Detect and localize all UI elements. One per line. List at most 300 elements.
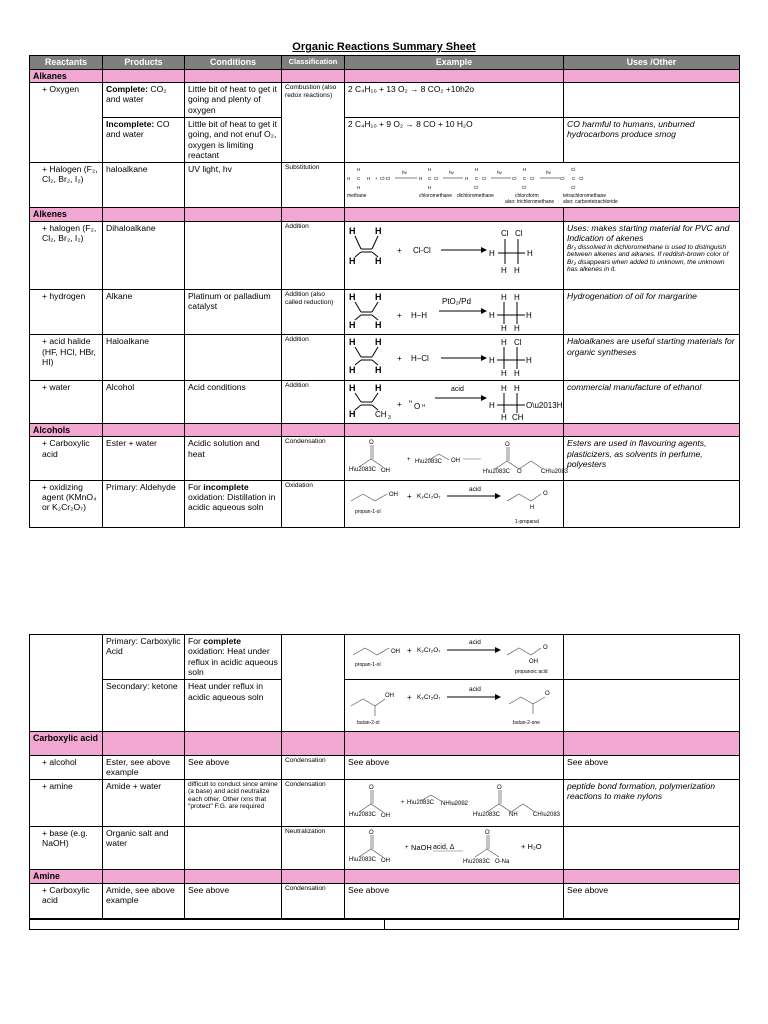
section-label: Amine [30, 870, 103, 884]
product-cell: Dihaloalkane [103, 221, 185, 289]
ethyl-acetate-molecule [495, 447, 543, 469]
product-cell: Amide + water [103, 779, 185, 826]
uses-cell [564, 680, 740, 731]
table-row [30, 779, 740, 826]
svg-text:Cl: Cl [571, 167, 576, 173]
ethane-molecule [489, 293, 532, 333]
product-cell: Primary: Aldehyde [103, 480, 185, 527]
svg-text:Cl: Cl [474, 185, 479, 191]
reagent-label: H–Cl [411, 354, 429, 364]
plus-sign: + [407, 491, 412, 501]
uses-note: Br₂ dissolved in dichloromethane is used to distinguish between alkenes and alkanes. If reddish-brown color of Br₂ disappears when added to unknown, the unknown has alkenes in it. [567, 243, 729, 274]
svg-text:Cl: Cl [579, 176, 584, 182]
conditions-cell: Acidic solution and heat [185, 437, 282, 480]
uses-cell: CO harmful to humans, unburned hydrocarbons produce smog [564, 118, 740, 163]
svg-text:H: H [349, 255, 356, 266]
svg-text:O\u2013H: O\u2013H [526, 400, 563, 410]
molecule-label: also: trichloromethane [505, 199, 555, 206]
reagent-label: K₂Cr₂O₇ [417, 647, 441, 654]
reactant-cell: + Carboxylic acid [30, 883, 103, 919]
table-row [30, 83, 740, 118]
butanone-skeleton [509, 697, 545, 704]
svg-text:Cl: Cl [530, 176, 535, 182]
molecule-label: propan-1-ol [355, 662, 381, 668]
plus-sign: + [407, 693, 412, 703]
svg-text:H: H [375, 291, 382, 302]
svg-text:H: H [349, 225, 356, 236]
svg-text:H\u2083C: H\u2083C [349, 467, 377, 474]
reagent-label: Cl-Cl [380, 176, 391, 182]
chloromethane-molecule [419, 167, 438, 190]
oxidation-aldehyde-scheme [345, 481, 563, 525]
svg-text:H: H [526, 356, 532, 366]
example-cell [345, 380, 564, 423]
product-cell: Ester, see above example [103, 755, 185, 779]
amide-molecule [487, 790, 535, 812]
svg-text:NH: NH [509, 811, 518, 818]
esterification-scheme [345, 437, 569, 477]
example-cell [345, 680, 564, 731]
svg-text:H: H [489, 356, 495, 366]
example-cell [345, 289, 564, 334]
ethanol-molecule [415, 454, 460, 465]
reactant-cell: + oxidizing agent (KMnO₄ or K₂Cr₂O₇) [30, 480, 103, 527]
svg-text:CH: CH [375, 409, 387, 419]
conditions-cell: difficult to conduct since amine (a base) and acid neutralize each other. Other rxns that "protect" F.G. are required [185, 779, 282, 826]
catalyst-label: acid, Δ [433, 843, 455, 851]
svg-text:H: H [501, 412, 507, 422]
uses-cell [564, 480, 740, 527]
uses-cell: See above [564, 883, 740, 919]
svg-text:H: H [349, 408, 356, 419]
classification-cell: Condensation [282, 883, 345, 919]
uses-cell: Esters are used in flavouring agents, plasticizers, as solvents in perfume, polyesters [564, 437, 740, 480]
svg-text:O: O [369, 440, 374, 447]
svg-text:CH\u2083: CH\u2083 [541, 469, 569, 476]
svg-text:Cl: Cl [515, 228, 523, 238]
reactant-cell: + acid halide (HF, HCl, HBr, HI) [30, 335, 103, 380]
svg-text:H: H [409, 398, 413, 404]
molecule-label: chloroform [515, 193, 539, 200]
classification-cell [282, 635, 345, 732]
svg-text:H\u2083C: H\u2083C [407, 799, 435, 806]
section-alcohols [30, 423, 740, 437]
classification-cell: Condensation [282, 437, 345, 480]
molecule-label: methane [347, 193, 367, 200]
conditions-cell: See above [185, 883, 282, 919]
svg-text:H: H [428, 185, 432, 191]
header-products: Products [103, 56, 185, 70]
svg-text:H: H [349, 337, 356, 348]
svg-text:O: O [543, 490, 548, 497]
svg-text:H: H [514, 323, 520, 333]
svg-text:H: H [501, 338, 507, 348]
classification-cell: Addition [282, 335, 345, 380]
table-row [30, 118, 740, 163]
ethene-molecule [349, 292, 382, 330]
svg-text:H: H [428, 167, 432, 173]
table-row [30, 635, 740, 680]
section-label: Alcohols [30, 423, 103, 437]
example-cell [345, 335, 564, 380]
reactant-cell: + Carboxylic acid [30, 437, 103, 480]
section-amine [30, 870, 740, 884]
svg-text:H: H [501, 369, 507, 379]
reagent-label: K₂Cr₂O₇ [417, 492, 441, 500]
butanol-skeleton [351, 699, 385, 706]
svg-text:H: H [501, 323, 507, 333]
table-row [30, 221, 740, 289]
svg-text:CH: CH [512, 412, 524, 422]
conditions-cell: Heat under reflux in acidic aqueous soln [185, 680, 282, 731]
classification-cell: Addition [282, 380, 345, 423]
header-reactants: Reactants [30, 56, 103, 70]
molecule-label: butan-2-ol [357, 720, 380, 727]
reagent-label: K₂Cr₂O₇ [417, 694, 441, 702]
classification-cell: Condensation [282, 779, 345, 826]
svg-text:H: H [514, 265, 520, 275]
hydration-scheme [345, 381, 563, 421]
sodium-acetate-molecule [475, 835, 499, 857]
svg-text:CH\u2083: CH\u2083 [533, 811, 561, 818]
example-cell [345, 779, 564, 826]
reaction-arrow [441, 247, 487, 253]
conditions-cell [185, 221, 282, 289]
example-cell [345, 826, 564, 869]
hv-label: hv [449, 170, 454, 176]
svg-text:H: H [367, 176, 371, 182]
svg-text:H: H [347, 176, 351, 182]
reactions-table-bottom [29, 634, 740, 920]
conditions-cell: Little bit of heat to get it going, and not enuf O₂, oxygen is limiting reactant [185, 118, 282, 163]
svg-text:H: H [375, 225, 382, 236]
classification-cell: Substitution [282, 163, 345, 208]
svg-text:H: H [523, 167, 527, 173]
product-cell: Alcohol [103, 380, 185, 423]
svg-text:C: C [428, 176, 432, 182]
dichloromethane-molecule [465, 167, 486, 190]
svg-text:H: H [526, 310, 532, 320]
table-row [30, 289, 740, 334]
section-carboxylic-acid [30, 731, 740, 755]
svg-text:H: H [375, 365, 382, 376]
example-cell [345, 480, 564, 527]
reagent-label: Cl-Cl [413, 245, 431, 255]
catalyst-label: PtO₂/Pd [442, 296, 471, 306]
product-cell: Ester + water [103, 437, 185, 480]
classification-cell: Neutralization [282, 826, 345, 869]
svg-text:H: H [514, 369, 520, 379]
reactant-cell: + alcohol [30, 755, 103, 779]
svg-text:OH: OH [391, 649, 400, 655]
ethene-molecule [349, 337, 382, 375]
svg-text:C: C [475, 176, 479, 182]
reagent-label: H–H [411, 310, 428, 320]
classification-cell: Combustion (also redox reactions) [282, 83, 345, 163]
methane-molecule [347, 167, 370, 190]
svg-text:NH\u2082: NH\u2082 [441, 800, 469, 807]
table-row [30, 826, 740, 869]
header-example: Example [345, 56, 564, 70]
svg-text:H\u2083C: H\u2083C [349, 811, 377, 818]
svg-text:H\u2083C: H\u2083C [463, 858, 491, 865]
footer-divider [384, 919, 385, 929]
catalyst-label: acid [469, 686, 481, 694]
reactant-cell: + hydrogen [30, 289, 103, 334]
table-row [30, 335, 740, 380]
table-row [30, 680, 740, 731]
svg-text:H: H [489, 310, 495, 320]
svg-text:H\u2083C: H\u2083C [483, 469, 511, 476]
svg-text:O: O [543, 645, 548, 651]
molecule-label: also: carbontetrachloride [563, 199, 618, 206]
reactant-cell: + halogen (F₂, Cl₂, Br₂, I₂) [30, 221, 103, 289]
svg-text:H\u2083C: H\u2083C [473, 811, 501, 818]
plus-sign: + [401, 799, 405, 806]
plus-sign: + [397, 310, 402, 320]
svg-text:3: 3 [388, 414, 391, 421]
molecule-label: tetrachloromethane [563, 193, 607, 200]
reactant-cell: + amine [30, 779, 103, 826]
halogenation-scheme [345, 222, 563, 284]
reactant-cell: + water [30, 380, 103, 423]
plus-sign: + [405, 844, 409, 851]
svg-text:O: O [414, 401, 421, 411]
example-cell [345, 635, 564, 680]
reaction-arrow [447, 647, 501, 653]
hydrohalogenation-scheme [345, 335, 563, 377]
reaction-arrow [447, 493, 501, 499]
uses-cell: Hydrogenation of oil for margarine [564, 289, 740, 334]
svg-text:Cl: Cl [434, 176, 439, 182]
catalyst-label: acid [451, 385, 464, 393]
svg-text:O: O [517, 469, 522, 476]
tetrachloromethane-molecule [560, 167, 583, 190]
product-cell: Primary: Carboxylic Acid [103, 635, 185, 680]
table-row [30, 380, 740, 423]
reactant-cell: + base (e.g. NaOH) [30, 826, 103, 869]
product-cell: Amide, see above example [103, 883, 185, 919]
svg-text:OH: OH [529, 659, 538, 665]
conditions-cell: Platinum or palladium catalyst [185, 289, 282, 334]
conditions-cell: For complete oxidation: Heat under reflux in acidic aqueous soln [185, 635, 282, 680]
oxidation-ketone-scheme [345, 680, 563, 728]
svg-text:Cl: Cl [512, 176, 517, 182]
reaction-arrow [447, 694, 501, 700]
svg-text:H: H [375, 337, 382, 348]
product-cell: Haloalkane [103, 335, 185, 380]
svg-text:O: O [505, 442, 510, 449]
propanoic-acid-skeleton [507, 648, 541, 655]
uses-cell: See above [564, 755, 740, 779]
reaction-arrow [439, 308, 487, 314]
product-cell: Incomplete: CO and water [103, 118, 185, 163]
svg-text:H: H [357, 185, 361, 191]
acetic-acid-molecule [359, 790, 383, 812]
svg-text:H: H [489, 248, 495, 258]
svg-text:H: H [419, 176, 423, 182]
table-row [30, 480, 740, 527]
svg-text:Cl: Cl [560, 176, 565, 182]
svg-text:Cl: Cl [522, 185, 527, 191]
svg-text:H: H [422, 402, 426, 408]
reactant-cell [30, 635, 103, 732]
molecule-label: butan-2-one [513, 720, 540, 727]
classification-cell: Addition [282, 221, 345, 289]
svg-text:H: H [465, 176, 469, 182]
propanal-skeleton [507, 494, 541, 501]
classification-cell: Condensation [282, 755, 345, 779]
svg-text:Cl: Cl [571, 185, 576, 191]
amidation-scheme [345, 780, 563, 824]
svg-text:H: H [375, 382, 382, 393]
section-label: Alkenes [30, 208, 103, 222]
classification-cell: Oxidation [282, 480, 345, 527]
molecule-label: chloromethane [419, 193, 453, 200]
dichloroethane-molecule [489, 229, 533, 275]
catalyst-label: acid [469, 485, 481, 493]
reaction-arrow [441, 355, 487, 361]
molecule-label: propanoic acid [515, 669, 548, 675]
svg-text:H: H [527, 248, 533, 258]
header-uses: Uses /Other [564, 56, 740, 70]
example-cell [345, 221, 564, 289]
section-alkanes [30, 69, 740, 83]
chlorination-scheme [345, 163, 635, 205]
uses-main: Uses: makes starting material for PVC and Indication of akenes [567, 222, 730, 244]
conditions-cell: See above [185, 755, 282, 779]
svg-text:Cl: Cl [501, 228, 509, 238]
header-classification: Classification [282, 56, 345, 70]
svg-text:O: O [497, 784, 502, 791]
table-row [30, 883, 740, 919]
svg-text:O: O [485, 829, 490, 836]
neutralization-scheme [345, 827, 563, 867]
svg-text:H\u2083C: H\u2083C [349, 856, 377, 863]
svg-text:H: H [514, 383, 520, 393]
svg-text:H: H [349, 365, 356, 376]
svg-text:O: O [369, 784, 374, 791]
svg-text:C: C [523, 176, 527, 182]
svg-text:OH: OH [381, 468, 390, 475]
section-alkenes [30, 208, 740, 222]
svg-text:H: H [489, 400, 495, 410]
propene-molecule [349, 383, 391, 421]
propanol-molecule [489, 384, 563, 422]
water-molecule [409, 399, 425, 411]
section-label: Carboxylic acid [30, 731, 103, 755]
uses-cell: commercial manufacture of ethanol [564, 380, 740, 423]
product-cell: Complete: CO₂ and water [103, 83, 185, 118]
svg-text:C: C [357, 176, 361, 182]
plus-sign: + [375, 176, 378, 182]
propanol-skeleton [351, 494, 387, 501]
chloroform-molecule [512, 167, 534, 190]
header-conditions: Conditions [185, 56, 282, 70]
hv-label: hv [402, 170, 407, 176]
svg-text:O-Na: O-Na [495, 858, 510, 865]
uses-cell [564, 826, 740, 869]
svg-text:OH: OH [381, 812, 390, 819]
conditions-cell [185, 335, 282, 380]
uses-cell [564, 635, 740, 680]
svg-text:H: H [349, 382, 356, 393]
svg-text:O: O [545, 691, 550, 698]
acetic-acid-molecule [359, 445, 383, 467]
ethene-molecule [349, 226, 382, 266]
svg-text:H: H [349, 291, 356, 302]
example-cell: 2 C₄H₁₀ + 13 O₂ → 8 CO₂ +10h2o [345, 83, 564, 118]
propanol-skeleton [353, 648, 389, 655]
product-cell: Organic salt and water [103, 826, 185, 869]
table-row [30, 755, 740, 779]
svg-text:H: H [375, 255, 382, 266]
oxidation-acid-scheme [345, 635, 563, 677]
svg-text:OH: OH [381, 857, 390, 864]
svg-text:H: H [357, 167, 361, 173]
svg-text:H: H [501, 265, 507, 275]
example-cell: See above [345, 883, 564, 919]
svg-text:C: C [572, 176, 576, 182]
conditions-cell: Little bit of heat to get it going and plenty of oxygen [185, 83, 282, 118]
product-cell: haloalkane [103, 163, 185, 208]
classification-cell: Addition (also called reduction) [282, 289, 345, 334]
molecule-label: dichloromethane [457, 193, 494, 200]
reactions-table-top [29, 55, 740, 528]
ethylamine-molecule [407, 795, 469, 807]
uses-cell [564, 83, 740, 118]
table-row [30, 163, 740, 208]
product-cell: Alkane [103, 289, 185, 334]
section-label: Alkanes [30, 69, 103, 83]
svg-text:H: H [501, 383, 507, 393]
uses-cell [564, 221, 740, 289]
svg-text:H: H [375, 319, 382, 330]
conditions-cell: For incomplete oxidation: Distillation in acidic aqueous soln [185, 480, 282, 527]
svg-text:O: O [369, 829, 374, 836]
page-title: Organic Reactions Summary Sheet [292, 41, 476, 53]
svg-text:OH: OH [389, 491, 398, 498]
svg-text:H\u2083C: H\u2083C [415, 459, 443, 466]
reactant-cell: + Halogen (F₂, Cl₂, Br₂, I₂) [30, 163, 103, 208]
example-cell [345, 437, 569, 480]
uses-cell: peptide bond formation, polymerization reactions to make nylons [564, 779, 740, 826]
reactant-cell: + Oxygen [30, 83, 103, 163]
plus-sign: + [407, 646, 412, 655]
example-cell [345, 163, 740, 208]
example-cell: 2 C₄H₁₀ + 9 O₂ → 8 CO + 10 H₂O [345, 118, 564, 163]
plus-sign: + [397, 245, 402, 255]
hv-label: hv [497, 170, 502, 176]
svg-text:H: H [514, 292, 520, 302]
reagent-label: NaOH [411, 842, 432, 852]
example-cell: See above [345, 755, 564, 779]
water-label: + H₂O [521, 841, 542, 851]
plus-sign: + [397, 354, 402, 364]
uses-cell: Haloalkanes are useful starting materials for organic syntheses [564, 335, 740, 380]
conditions-cell: Acid conditions [185, 380, 282, 423]
hydrogenation-scheme [345, 290, 563, 332]
acetic-acid-molecule [359, 835, 383, 857]
conditions-cell [185, 826, 282, 869]
footer-table [29, 918, 739, 930]
molecule-label: propan-1-ol [355, 508, 381, 515]
svg-text:H: H [349, 319, 356, 330]
svg-text:H: H [501, 292, 507, 302]
svg-text:Cl: Cl [514, 338, 522, 348]
svg-text:OH: OH [385, 693, 394, 700]
plus-sign: + [407, 457, 411, 464]
